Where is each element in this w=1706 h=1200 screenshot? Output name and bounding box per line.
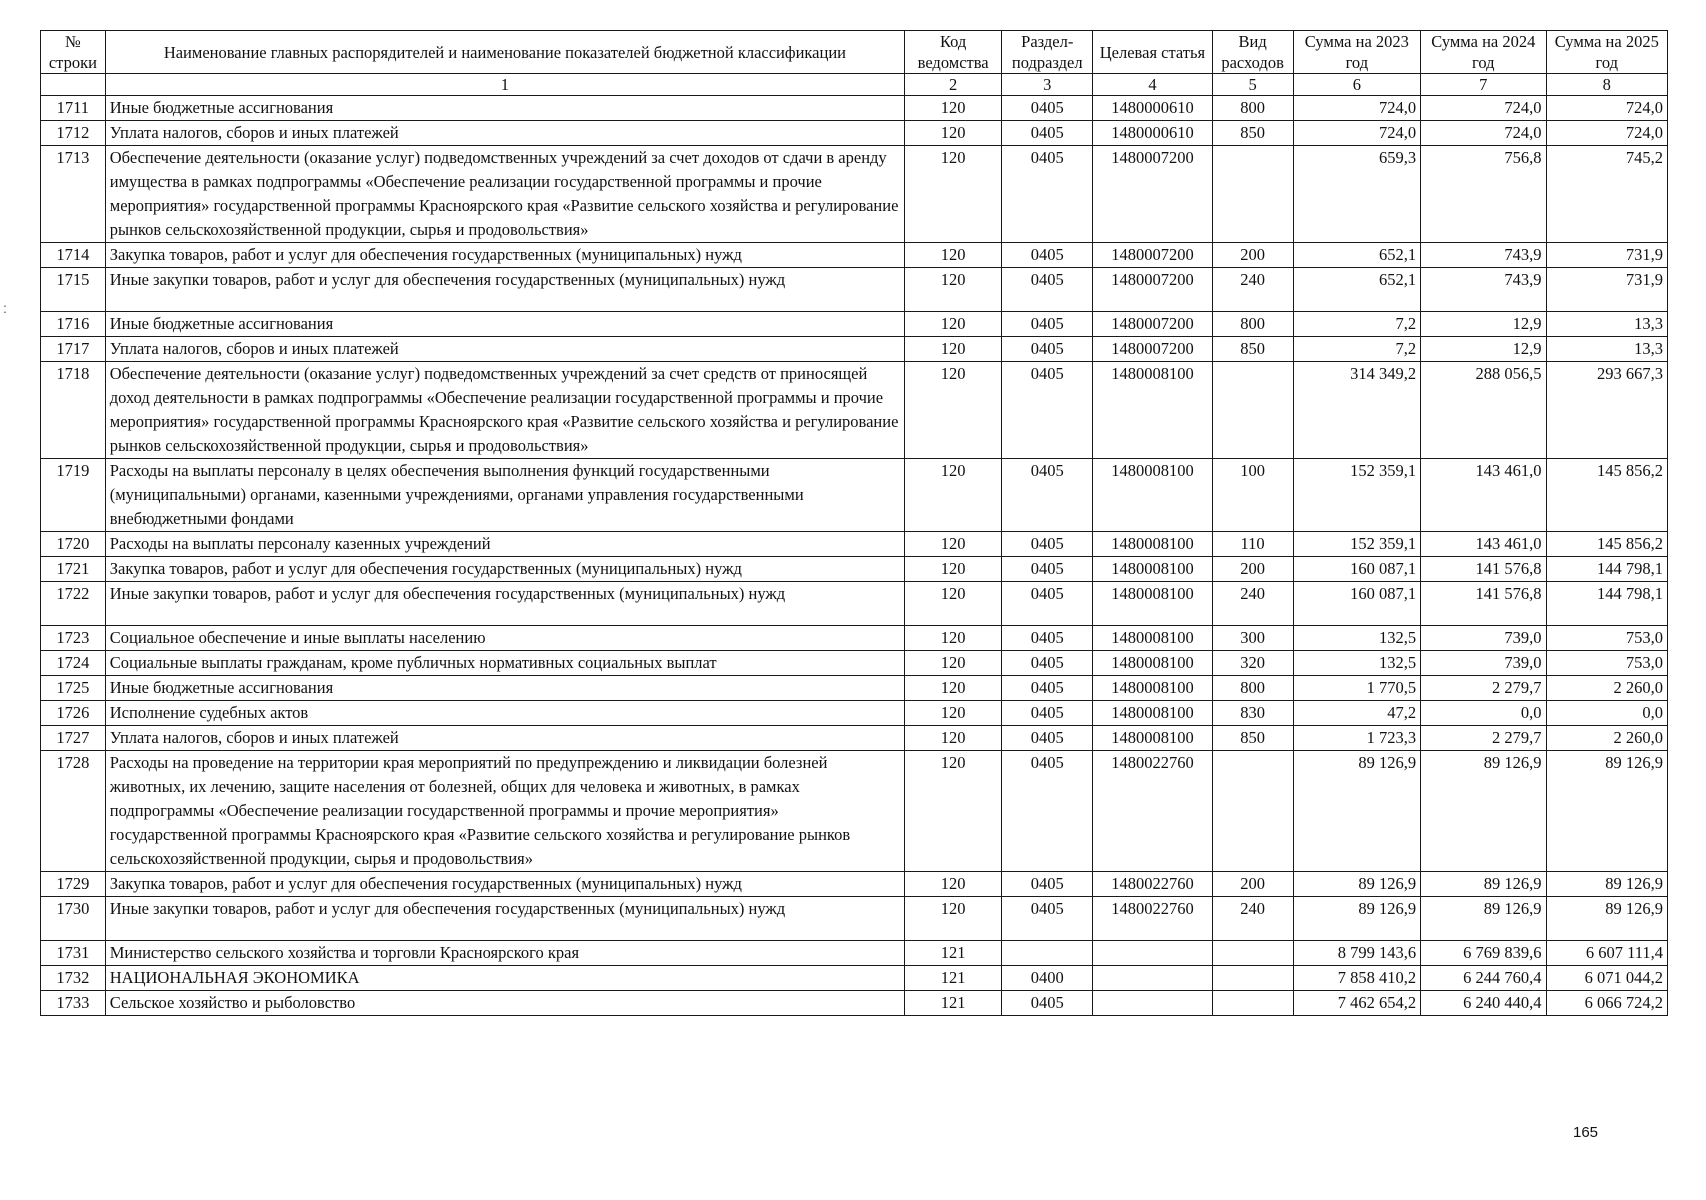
department-code: 120 bbox=[905, 726, 1002, 751]
sum-2023: 7 462 654,2 bbox=[1293, 991, 1420, 1016]
column-index: 4 bbox=[1093, 74, 1212, 96]
row-name: Расходы на выплаты персоналу в целях обеспечения выполнения функций государственными (муниципальными) органами, казенными учреждениями, органами управления государственными внебюджетными фондами bbox=[105, 459, 904, 532]
sum-2025: 2 260,0 bbox=[1546, 676, 1667, 701]
expense-type bbox=[1212, 966, 1293, 991]
department-code: 121 bbox=[905, 991, 1002, 1016]
department-code: 120 bbox=[905, 701, 1002, 726]
row-number: 1711 bbox=[41, 96, 106, 121]
sum-2025: 13,3 bbox=[1546, 312, 1667, 337]
target-article: 1480008100 bbox=[1093, 726, 1212, 751]
sum-2024: 739,0 bbox=[1421, 626, 1546, 651]
section-code: 0405 bbox=[1002, 872, 1093, 897]
page-number: 165 bbox=[1573, 1124, 1599, 1141]
target-article: 1480007200 bbox=[1093, 243, 1212, 268]
table-row bbox=[41, 312, 1668, 337]
target-article: 1480008100 bbox=[1093, 459, 1212, 532]
row-name: Расходы на проведение на территории края мероприятий по предупреждению и ликвидации болезней животных, их лечению, защите населения от болезней, общих для человека и животных, в рамках подпрограммы «Обеспечение реализации государственной программы и прочие мероприятия» государственной программы Красноярского края «Развитие сельского хозяйства и регулирование рынков сельскохозяйственной продукции, сырья и продовольствия» bbox=[105, 751, 904, 872]
table-row bbox=[41, 582, 1668, 626]
department-code: 120 bbox=[905, 146, 1002, 243]
row-name: Уплата налогов, сборов и иных платежей bbox=[105, 121, 904, 146]
row-number: 1728 bbox=[41, 751, 106, 872]
sum-2023: 1 770,5 bbox=[1293, 676, 1420, 701]
row-number: 1731 bbox=[41, 941, 106, 966]
sum-2023: 652,1 bbox=[1293, 268, 1420, 312]
sum-2023: 1 723,3 bbox=[1293, 726, 1420, 751]
row-name: Иные закупки товаров, работ и услуг для обеспечения государственных (муниципальных) нужд bbox=[105, 582, 904, 626]
target-article bbox=[1093, 941, 1212, 966]
sum-2024: 2 279,7 bbox=[1421, 676, 1546, 701]
section-code: 0405 bbox=[1002, 121, 1093, 146]
row-name: Иные закупки товаров, работ и услуг для обеспечения государственных (муниципальных) нужд bbox=[105, 897, 904, 941]
sum-2024: 0,0 bbox=[1421, 701, 1546, 726]
row-number: 1713 bbox=[41, 146, 106, 243]
expense-type: 240 bbox=[1212, 268, 1293, 312]
expense-type bbox=[1212, 941, 1293, 966]
sum-2025: 745,2 bbox=[1546, 146, 1667, 243]
section-code: 0405 bbox=[1002, 582, 1093, 626]
sum-2024: 743,9 bbox=[1421, 243, 1546, 268]
section-code: 0405 bbox=[1002, 726, 1093, 751]
section-code: 0405 bbox=[1002, 651, 1093, 676]
target-article bbox=[1093, 991, 1212, 1016]
department-code: 120 bbox=[905, 121, 1002, 146]
expense-type: 110 bbox=[1212, 532, 1293, 557]
row-name: Расходы на выплаты персоналу казенных учреждений bbox=[105, 532, 904, 557]
section-code: 0405 bbox=[1002, 701, 1093, 726]
header-row bbox=[41, 31, 1668, 74]
sum-2024: 6 769 839,6 bbox=[1421, 941, 1546, 966]
sum-2025: 6 071 044,2 bbox=[1546, 966, 1667, 991]
target-article: 1480008100 bbox=[1093, 676, 1212, 701]
department-code: 120 bbox=[905, 243, 1002, 268]
table-row bbox=[41, 532, 1668, 557]
section-code: 0405 bbox=[1002, 991, 1093, 1016]
table-row bbox=[41, 268, 1668, 312]
expense-type: 800 bbox=[1212, 96, 1293, 121]
sum-2023: 152 359,1 bbox=[1293, 459, 1420, 532]
sum-2023: 160 087,1 bbox=[1293, 557, 1420, 582]
table-row bbox=[41, 966, 1668, 991]
sum-2025: 293 667,3 bbox=[1546, 362, 1667, 459]
sum-2024: 288 056,5 bbox=[1421, 362, 1546, 459]
sum-2024: 143 461,0 bbox=[1421, 532, 1546, 557]
row-number: 1715 bbox=[41, 268, 106, 312]
department-code: 120 bbox=[905, 532, 1002, 557]
section-code: 0405 bbox=[1002, 337, 1093, 362]
expense-type: 830 bbox=[1212, 701, 1293, 726]
sum-2025: 724,0 bbox=[1546, 96, 1667, 121]
expense-type bbox=[1212, 751, 1293, 872]
target-article: 1480008100 bbox=[1093, 651, 1212, 676]
row-number: 1730 bbox=[41, 897, 106, 941]
sum-2025: 724,0 bbox=[1546, 121, 1667, 146]
row-name: Уплата налогов, сборов и иных платежей bbox=[105, 337, 904, 362]
column-index-row bbox=[41, 74, 1668, 96]
table-row bbox=[41, 243, 1668, 268]
target-article bbox=[1093, 966, 1212, 991]
expense-type: 240 bbox=[1212, 897, 1293, 941]
table-row bbox=[41, 337, 1668, 362]
target-article: 1480008100 bbox=[1093, 701, 1212, 726]
sum-2023: 724,0 bbox=[1293, 121, 1420, 146]
sum-2025: 731,9 bbox=[1546, 268, 1667, 312]
sum-2023: 132,5 bbox=[1293, 651, 1420, 676]
section-code: 0405 bbox=[1002, 243, 1093, 268]
section-code: 0405 bbox=[1002, 532, 1093, 557]
sum-2023: 152 359,1 bbox=[1293, 532, 1420, 557]
sum-2024: 2 279,7 bbox=[1421, 726, 1546, 751]
target-article: 1480022760 bbox=[1093, 897, 1212, 941]
sum-2024: 724,0 bbox=[1421, 96, 1546, 121]
section-code: 0405 bbox=[1002, 751, 1093, 872]
section-code: 0400 bbox=[1002, 966, 1093, 991]
expense-type bbox=[1212, 991, 1293, 1016]
row-number: 1725 bbox=[41, 676, 106, 701]
row-name: Иные бюджетные ассигнования bbox=[105, 312, 904, 337]
table-row bbox=[41, 676, 1668, 701]
sum-2024: 6 244 760,4 bbox=[1421, 966, 1546, 991]
target-article: 1480000610 bbox=[1093, 96, 1212, 121]
sum-2024: 739,0 bbox=[1421, 651, 1546, 676]
section-code: 0405 bbox=[1002, 897, 1093, 941]
sum-2025: 144 798,1 bbox=[1546, 582, 1667, 626]
department-code: 120 bbox=[905, 676, 1002, 701]
row-name: Иные бюджетные ассигнования bbox=[105, 96, 904, 121]
table-row bbox=[41, 991, 1668, 1016]
row-name: Иные закупки товаров, работ и услуг для обеспечения государственных (муниципальных) нужд bbox=[105, 268, 904, 312]
row-number: 1717 bbox=[41, 337, 106, 362]
margin-mark: : bbox=[3, 300, 7, 316]
department-code: 120 bbox=[905, 872, 1002, 897]
row-name: Закупка товаров, работ и услуг для обеспечения государственных (муниципальных) нужд bbox=[105, 557, 904, 582]
expense-type: 200 bbox=[1212, 557, 1293, 582]
row-name: Сельское хозяйство и рыболовство bbox=[105, 991, 904, 1016]
section-code: 0405 bbox=[1002, 96, 1093, 121]
header-department-code: Код ведомства bbox=[905, 31, 1002, 74]
header-name: Наименование главных распорядителей и наименование показателей бюджетной классификации bbox=[105, 31, 904, 74]
sum-2023: 652,1 bbox=[1293, 243, 1420, 268]
expense-type bbox=[1212, 146, 1293, 243]
sum-2024: 141 576,8 bbox=[1421, 582, 1546, 626]
target-article: 1480007200 bbox=[1093, 268, 1212, 312]
row-name: Уплата налогов, сборов и иных платежей bbox=[105, 726, 904, 751]
sum-2025: 145 856,2 bbox=[1546, 532, 1667, 557]
row-name: Министерство сельского хозяйства и торговли Красноярского края bbox=[105, 941, 904, 966]
row-number: 1733 bbox=[41, 991, 106, 1016]
expense-type: 320 bbox=[1212, 651, 1293, 676]
section-code: 0405 bbox=[1002, 312, 1093, 337]
header-sum-2025: Сумма на 2025 год bbox=[1546, 31, 1667, 74]
sum-2024: 6 240 440,4 bbox=[1421, 991, 1546, 1016]
sum-2025: 6 066 724,2 bbox=[1546, 991, 1667, 1016]
budget-table bbox=[40, 30, 1668, 1016]
expense-type: 200 bbox=[1212, 872, 1293, 897]
sum-2024: 89 126,9 bbox=[1421, 751, 1546, 872]
department-code: 120 bbox=[905, 312, 1002, 337]
sum-2023: 8 799 143,6 bbox=[1293, 941, 1420, 966]
column-index: 7 bbox=[1421, 74, 1546, 96]
section-code: 0405 bbox=[1002, 626, 1093, 651]
table-row bbox=[41, 626, 1668, 651]
column-index: 8 bbox=[1546, 74, 1667, 96]
row-name: Исполнение судебных актов bbox=[105, 701, 904, 726]
department-code: 120 bbox=[905, 626, 1002, 651]
sum-2025: 6 607 111,4 bbox=[1546, 941, 1667, 966]
row-name: Иные бюджетные ассигнования bbox=[105, 676, 904, 701]
target-article: 1480008100 bbox=[1093, 532, 1212, 557]
table-row bbox=[41, 872, 1668, 897]
sum-2023: 7,2 bbox=[1293, 337, 1420, 362]
table-row bbox=[41, 121, 1668, 146]
expense-type: 800 bbox=[1212, 676, 1293, 701]
department-code: 120 bbox=[905, 651, 1002, 676]
department-code: 120 bbox=[905, 557, 1002, 582]
row-number: 1712 bbox=[41, 121, 106, 146]
expense-type: 800 bbox=[1212, 312, 1293, 337]
row-name: Обеспечение деятельности (оказание услуг) подведомственных учреждений за счет средств от приносящей доход деятельности в рамках подпрограммы «Обеспечение реализации государственной программы и прочие мероприятия» государственной программы Красноярского края «Развитие сельского хозяйства и регулирование рынков сельскохозяйственной продукции, сырья и продовольствия» bbox=[105, 362, 904, 459]
sum-2025: 0,0 bbox=[1546, 701, 1667, 726]
department-code: 120 bbox=[905, 362, 1002, 459]
table-row bbox=[41, 459, 1668, 532]
sum-2025: 2 260,0 bbox=[1546, 726, 1667, 751]
sum-2025: 13,3 bbox=[1546, 337, 1667, 362]
row-name: Закупка товаров, работ и услуг для обеспечения государственных (муниципальных) нужд bbox=[105, 872, 904, 897]
target-article: 1480008100 bbox=[1093, 557, 1212, 582]
sum-2023: 314 349,2 bbox=[1293, 362, 1420, 459]
target-article: 1480007200 bbox=[1093, 146, 1212, 243]
sum-2024: 143 461,0 bbox=[1421, 459, 1546, 532]
expense-type bbox=[1212, 362, 1293, 459]
row-number: 1719 bbox=[41, 459, 106, 532]
sum-2023: 89 126,9 bbox=[1293, 872, 1420, 897]
target-article: 1480008100 bbox=[1093, 362, 1212, 459]
section-code: 0405 bbox=[1002, 676, 1093, 701]
column-index bbox=[41, 74, 106, 96]
expense-type: 850 bbox=[1212, 726, 1293, 751]
target-article: 1480008100 bbox=[1093, 582, 1212, 626]
sum-2025: 89 126,9 bbox=[1546, 897, 1667, 941]
row-number: 1721 bbox=[41, 557, 106, 582]
department-code: 120 bbox=[905, 751, 1002, 872]
expense-type: 200 bbox=[1212, 243, 1293, 268]
column-index: 2 bbox=[905, 74, 1002, 96]
sum-2023: 7 858 410,2 bbox=[1293, 966, 1420, 991]
department-code: 120 bbox=[905, 268, 1002, 312]
target-article: 1480008100 bbox=[1093, 626, 1212, 651]
row-number: 1716 bbox=[41, 312, 106, 337]
row-number: 1723 bbox=[41, 626, 106, 651]
sum-2024: 724,0 bbox=[1421, 121, 1546, 146]
sum-2024: 12,9 bbox=[1421, 312, 1546, 337]
section-code bbox=[1002, 941, 1093, 966]
row-number: 1724 bbox=[41, 651, 106, 676]
budget-sheet bbox=[40, 30, 1668, 1016]
sum-2023: 47,2 bbox=[1293, 701, 1420, 726]
sum-2023: 659,3 bbox=[1293, 146, 1420, 243]
sum-2025: 145 856,2 bbox=[1546, 459, 1667, 532]
section-code: 0405 bbox=[1002, 362, 1093, 459]
sum-2024: 89 126,9 bbox=[1421, 897, 1546, 941]
target-article: 1480007200 bbox=[1093, 312, 1212, 337]
sum-2023: 7,2 bbox=[1293, 312, 1420, 337]
sum-2024: 141 576,8 bbox=[1421, 557, 1546, 582]
section-code: 0405 bbox=[1002, 557, 1093, 582]
header-section: Раздел-подраздел bbox=[1002, 31, 1093, 74]
sum-2025: 89 126,9 bbox=[1546, 872, 1667, 897]
sum-2024: 756,8 bbox=[1421, 146, 1546, 243]
row-name: НАЦИОНАЛЬНАЯ ЭКОНОМИКА bbox=[105, 966, 904, 991]
header-target-article: Целевая статья bbox=[1093, 31, 1212, 74]
sum-2024: 743,9 bbox=[1421, 268, 1546, 312]
table-body bbox=[41, 96, 1668, 1016]
sum-2023: 724,0 bbox=[1293, 96, 1420, 121]
department-code: 120 bbox=[905, 96, 1002, 121]
section-code: 0405 bbox=[1002, 268, 1093, 312]
expense-type: 100 bbox=[1212, 459, 1293, 532]
row-number: 1727 bbox=[41, 726, 106, 751]
expense-type: 850 bbox=[1212, 337, 1293, 362]
table-row bbox=[41, 146, 1668, 243]
row-name: Социальные выплаты гражданам, кроме публичных нормативных социальных выплат bbox=[105, 651, 904, 676]
sum-2023: 132,5 bbox=[1293, 626, 1420, 651]
row-number: 1729 bbox=[41, 872, 106, 897]
header-sum-2024: Сумма на 2024 год bbox=[1421, 31, 1546, 74]
department-code: 120 bbox=[905, 582, 1002, 626]
sum-2024: 12,9 bbox=[1421, 337, 1546, 362]
section-code: 0405 bbox=[1002, 459, 1093, 532]
target-article: 1480022760 bbox=[1093, 751, 1212, 872]
column-index: 6 bbox=[1293, 74, 1420, 96]
row-name: Обеспечение деятельности (оказание услуг) подведомственных учреждений за счет доходов от сдачи в аренду имущества в рамках подпрограммы «Обеспечение реализации государственной программы и прочие мероприятия» государственной программы Красноярского края «Развитие сельского хозяйства и регулирование рынков сельскохозяйственной продукции, сырья и продовольствия» bbox=[105, 146, 904, 243]
sum-2023: 160 087,1 bbox=[1293, 582, 1420, 626]
row-name: Закупка товаров, работ и услуг для обеспечения государственных (муниципальных) нужд bbox=[105, 243, 904, 268]
sum-2024: 89 126,9 bbox=[1421, 872, 1546, 897]
department-code: 120 bbox=[905, 897, 1002, 941]
table-row bbox=[41, 941, 1668, 966]
section-code: 0405 bbox=[1002, 146, 1093, 243]
table-row bbox=[41, 751, 1668, 872]
row-number: 1732 bbox=[41, 966, 106, 991]
department-code: 121 bbox=[905, 941, 1002, 966]
target-article: 1480022760 bbox=[1093, 872, 1212, 897]
row-number: 1720 bbox=[41, 532, 106, 557]
expense-type: 300 bbox=[1212, 626, 1293, 651]
department-code: 120 bbox=[905, 337, 1002, 362]
sum-2025: 144 798,1 bbox=[1546, 557, 1667, 582]
row-number: 1718 bbox=[41, 362, 106, 459]
department-code: 121 bbox=[905, 966, 1002, 991]
sum-2025: 731,9 bbox=[1546, 243, 1667, 268]
row-number: 1722 bbox=[41, 582, 106, 626]
sum-2025: 753,0 bbox=[1546, 651, 1667, 676]
department-code: 120 bbox=[905, 459, 1002, 532]
header-expense-type: Вид расходов bbox=[1212, 31, 1293, 74]
row-number: 1714 bbox=[41, 243, 106, 268]
column-index: 5 bbox=[1212, 74, 1293, 96]
expense-type: 850 bbox=[1212, 121, 1293, 146]
sum-2023: 89 126,9 bbox=[1293, 897, 1420, 941]
row-name: Социальное обеспечение и иные выплаты населению bbox=[105, 626, 904, 651]
column-index: 3 bbox=[1002, 74, 1093, 96]
table-row bbox=[41, 726, 1668, 751]
table-row bbox=[41, 897, 1668, 941]
sum-2023: 89 126,9 bbox=[1293, 751, 1420, 872]
header-sum-2023: Сумма на 2023 год bbox=[1293, 31, 1420, 74]
row-number: 1726 bbox=[41, 701, 106, 726]
expense-type: 240 bbox=[1212, 582, 1293, 626]
table-row bbox=[41, 362, 1668, 459]
sum-2025: 89 126,9 bbox=[1546, 751, 1667, 872]
column-index: 1 bbox=[105, 74, 904, 96]
header-row-number: № строки bbox=[41, 31, 106, 74]
target-article: 1480000610 bbox=[1093, 121, 1212, 146]
table-row bbox=[41, 557, 1668, 582]
sum-2025: 753,0 bbox=[1546, 626, 1667, 651]
table-row bbox=[41, 96, 1668, 121]
table-row bbox=[41, 701, 1668, 726]
target-article: 1480007200 bbox=[1093, 337, 1212, 362]
table-row bbox=[41, 651, 1668, 676]
